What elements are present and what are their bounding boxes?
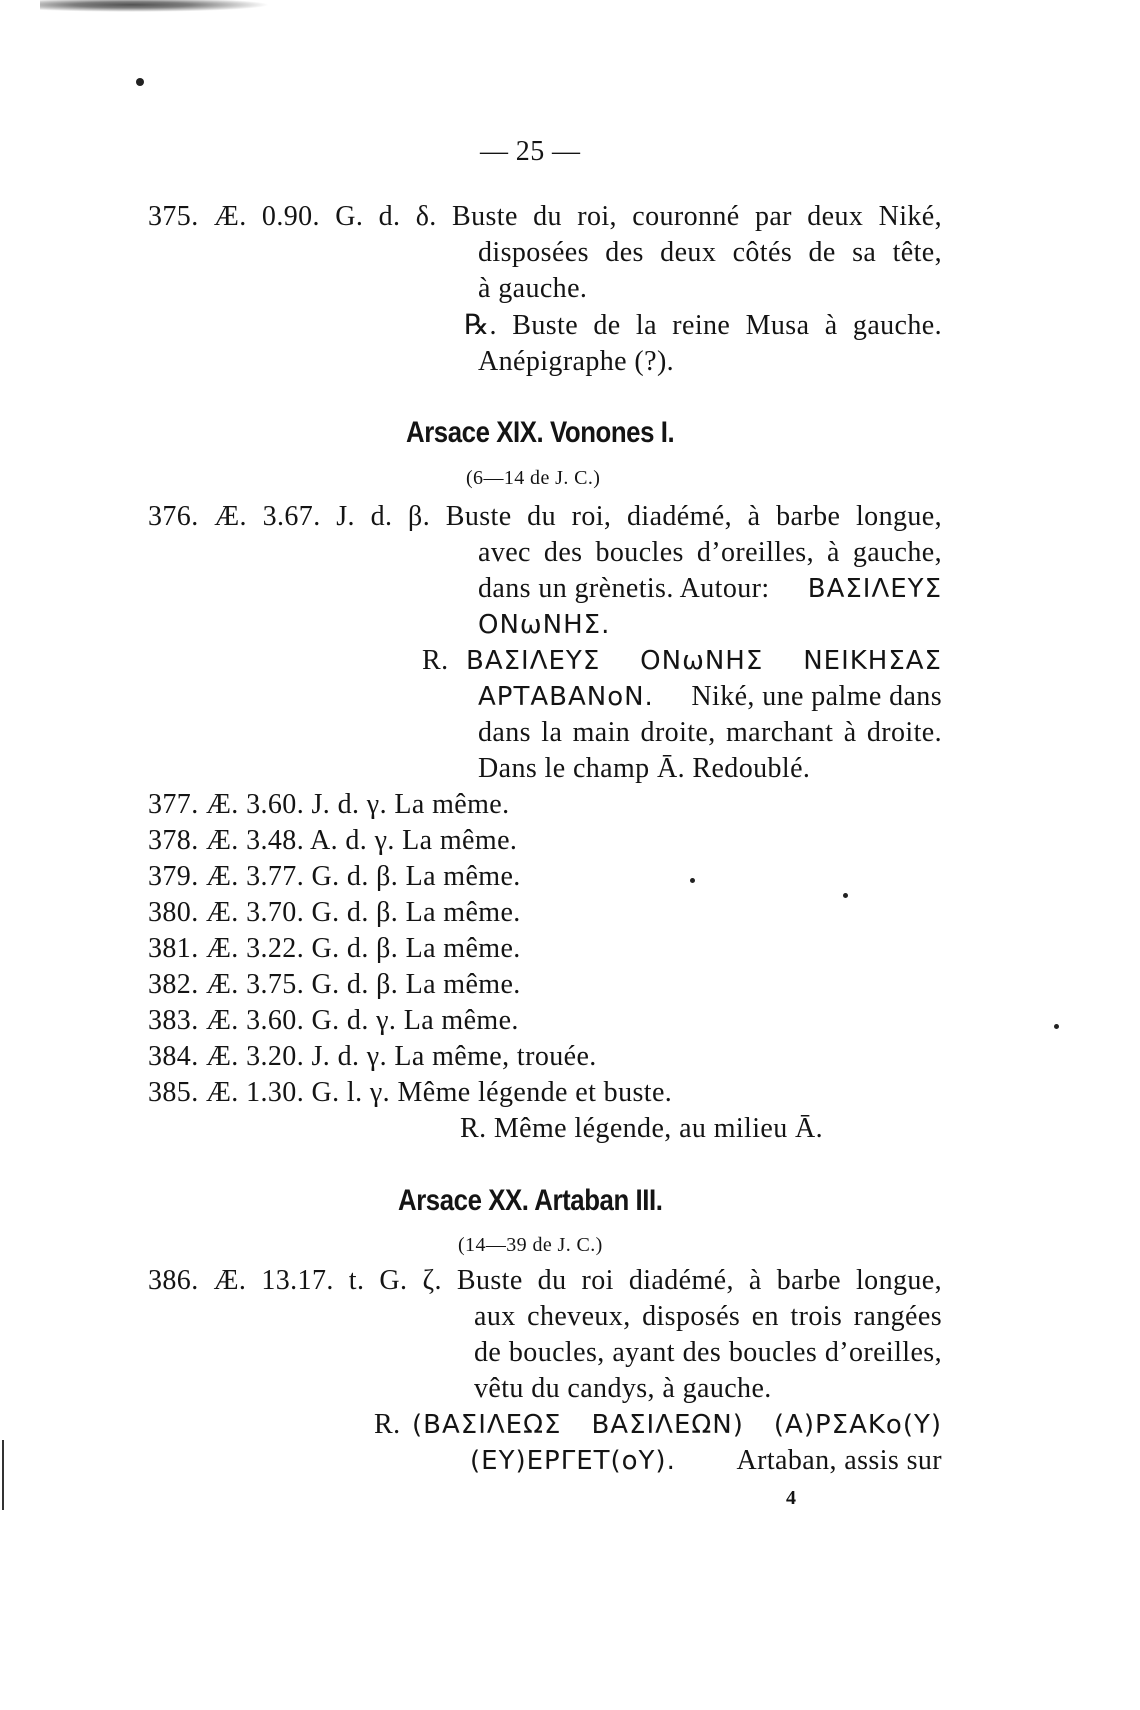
entry-376-line-3 [478,571,942,607]
entry-375-line-3: à gauche. [478,273,588,304]
entry-382: 382. Æ. 3.75. G. d. β. La même. [148,969,521,1000]
scan-speck [843,893,848,898]
entry-385: 385. Æ. 1.30. G. l. γ. Même légende et buste. [148,1077,673,1108]
entry-379: 379. Æ. 3.77. G. d. β. La même. [148,861,521,892]
entry-380: 380. Æ. 3.70. G. d. β. La même. [148,897,521,928]
scan-speck [136,78,144,86]
section-heading-artaban: Arsace XX. Artaban III. [398,1184,663,1217]
entry-386-greek-2: (ΕΥ)ΕΡΓΕΤ(οΥ). [470,1446,676,1476]
entry-376-line-9: Dans le champ Ā. Redoublé. [478,753,811,784]
entry-386-greek-1: (ΒΑΣΙΛΕΩΣ ΒΑΣΙΛΕΩΝ) (Α)ΡΣΑΚο(Υ) [412,1410,942,1440]
entry-378: 378. Æ. 3.48. A. d. γ. La même. [148,825,518,856]
entry-376-line-7 [478,679,942,715]
entry-383: 383. Æ. 3.60. G. d. γ. La même. [148,1005,519,1036]
section-dates-artaban: (14—39 de J. C.) [458,1234,603,1256]
section-heading-vonones: Arsace XIX. Vonones I. [406,416,675,449]
entry-375-reverse: ℞. Buste de la reine Musa à gauche. [464,310,942,341]
entry-376-line-3-text: dans un grènetis. Autour: [478,573,770,604]
scan-edge-mark [2,1440,4,1510]
entry-376-greek-2: ΟΝωΝΗΣ. [478,610,611,640]
entry-376-line-1: 376. Æ. 3.67. J. d. β. Buste du roi, diadémé, à barbe longue, [148,501,942,532]
entry-386-line-4: vêtu du candys, à gauche. [474,1373,772,1404]
entry-386-reverse-label: R. [374,1409,401,1440]
scan-smudge [40,0,270,12]
entry-386-line-6-text: Artaban, assis sur [736,1445,942,1476]
entry-386-line-3: de boucles, ayant des boucles d’oreilles, [474,1337,942,1368]
entry-375-line-1: 375. Æ. 0.90. G. d. δ. Buste du roi, couronné par deux Niké, [148,201,942,232]
entry-376-greek-3: ΒΑΣΙΛΕΥΣ ΟΝωΝΗΣ ΝΕΙΚΗΣΑΣ [466,646,942,676]
scan-speck [1054,1024,1059,1029]
entry-375-line-5: Anépigraphe (?). [478,346,675,377]
entry-386-line-6 [470,1443,942,1479]
scan-speck [690,878,695,883]
footer-signature-mark: 4 [786,1487,797,1509]
entry-375-line-2: disposées des deux côtés de sa tête, [478,237,942,268]
entry-385-reverse: R. Même légende, au milieu Ā. [460,1113,824,1144]
entry-376-line-8: dans la main droite, marchant à droite. [478,717,942,748]
section-dates-vonones: (6—14 de J. C.) [466,467,601,489]
entry-384: 384. Æ. 3.20. J. d. γ. La même, trouée. [148,1041,597,1072]
entry-377: 377. Æ. 3.60. J. d. γ. La même. [148,789,510,820]
entry-376-greek-4: ΑΡΤΑΒΑΝοΝ. [478,682,654,712]
entry-376-line-7-text: Niké, une palme dans [691,681,942,712]
entry-381: 381. Æ. 3.22. G. d. β. La même. [148,933,521,964]
entry-376-greek-1: ΒΑΣΙΛΕΥΣ [807,574,942,604]
entry-376-line-2: avec des boucles d’oreilles, à gauche, [478,537,942,568]
entry-386-line-1: 386. Æ. 13.17. t. G. ζ. Buste du roi diadémé, à barbe longue, [148,1265,942,1296]
entry-376-reverse-label: R. [422,645,449,676]
page-number-header: — 25 — [480,136,581,167]
entry-386-line-2: aux cheveux, disposés en trois rangées [474,1301,942,1332]
